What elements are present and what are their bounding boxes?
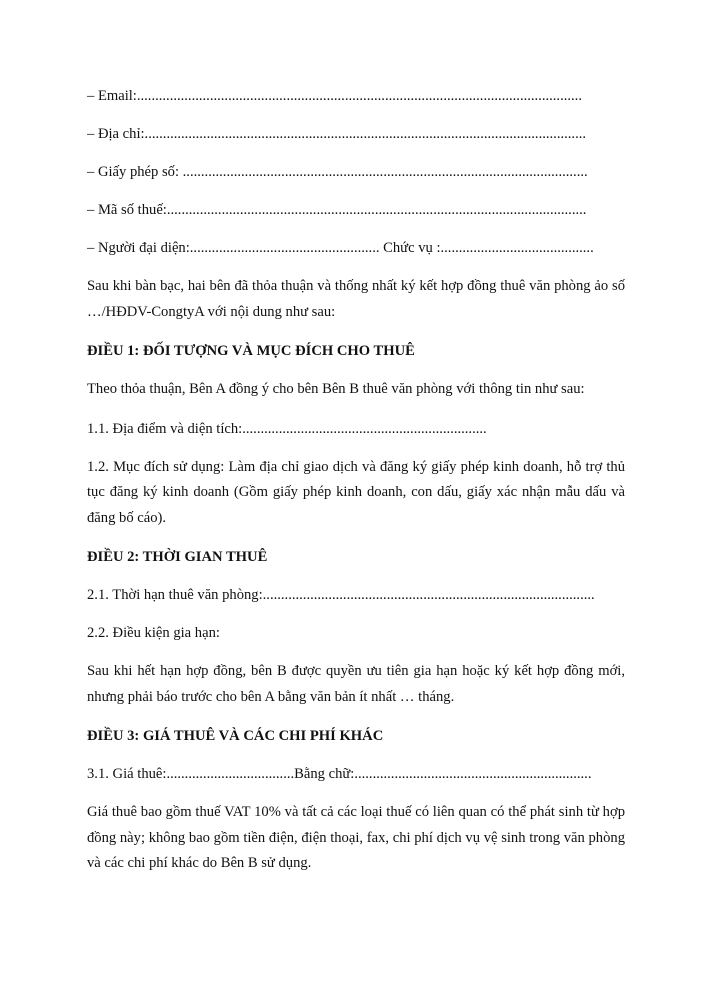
representative-line: – Người đại diện:.................................................... Chức vụ :.......................................... (87, 240, 594, 256)
article-1-heading: ĐIỀU 1: ĐỐI TƯỢNG VÀ MỤC ĐÍCH CHO THUÊ (87, 343, 415, 359)
address-line: – Địa chỉ:......................................................................................................................... (87, 126, 587, 142)
article-1-paragraph-1: Theo thỏa thuận, Bên A đồng ý cho bên Bên B thuê văn phòng với thông tin như sau: (87, 381, 585, 397)
article-2-paragraph-3: Sau khi hết hạn hợp đồng, bên B được quyền ưu tiên gia hạn hoặc ký kết hợp đồng mới, nhưng phải báo trước cho bên A bằng văn bản ít nhất … tháng. (87, 663, 625, 705)
article-2-heading: ĐIỀU 2: THỜI GIAN THUÊ (87, 549, 268, 565)
license-line: – Giấy phép số: ............................................................................................................... (87, 164, 588, 180)
intro-paragraph: Sau khi bàn bạc, hai bên đã thỏa thuận và thống nhất ký kết hợp đồng thuê văn phòng ảo số …/HĐDV-CongtyA với nội dung như sau: (87, 278, 625, 320)
article-3-paragraph-2: Giá thuê bao gồm thuế VAT 10% và tất cả các loại thuế có liên quan có thể phát sinh từ hợp đồng này; không bao gồm tiền điện, điện thoại, fax, chi phí dịch vụ vệ sinh trong văn phòng và các chi phí khác do Bên B sử dụng. (87, 804, 625, 871)
article-1-paragraph-2: 1.1. Địa điểm và diện tích:................................................................... (87, 420, 487, 437)
contract-page (87, 84, 625, 877)
article-3-heading: ĐIỀU 3: GIÁ THUÊ VÀ CÁC CHI PHÍ KHÁC (87, 728, 384, 744)
article-1-paragraph-3: 1.2. Mục đích sử dụng: Làm địa chỉ giao dịch và đăng ký giấy phép kinh doanh, hỗ trợ thủ tục đăng ký kinh doanh (Gồm giấy phép kinh doanh, con dấu, giấy xác nhận mẫu dấu và đăng bố cáo). (87, 458, 625, 526)
article-2-paragraph-1: 2.1. Thời hạn thuê văn phòng:........................................................................................... (87, 587, 595, 603)
tax-code-line: – Mã số thuế:................................................................................................................... (87, 202, 587, 218)
article-3-paragraph-1: 3.1. Giá thuê:...................................Bằng chữ:................................................................. (87, 766, 592, 782)
email-line: – Email:.......................................................................................................................... (87, 88, 582, 104)
article-2-paragraph-2: 2.2. Điều kiện gia hạn: (87, 625, 220, 641)
